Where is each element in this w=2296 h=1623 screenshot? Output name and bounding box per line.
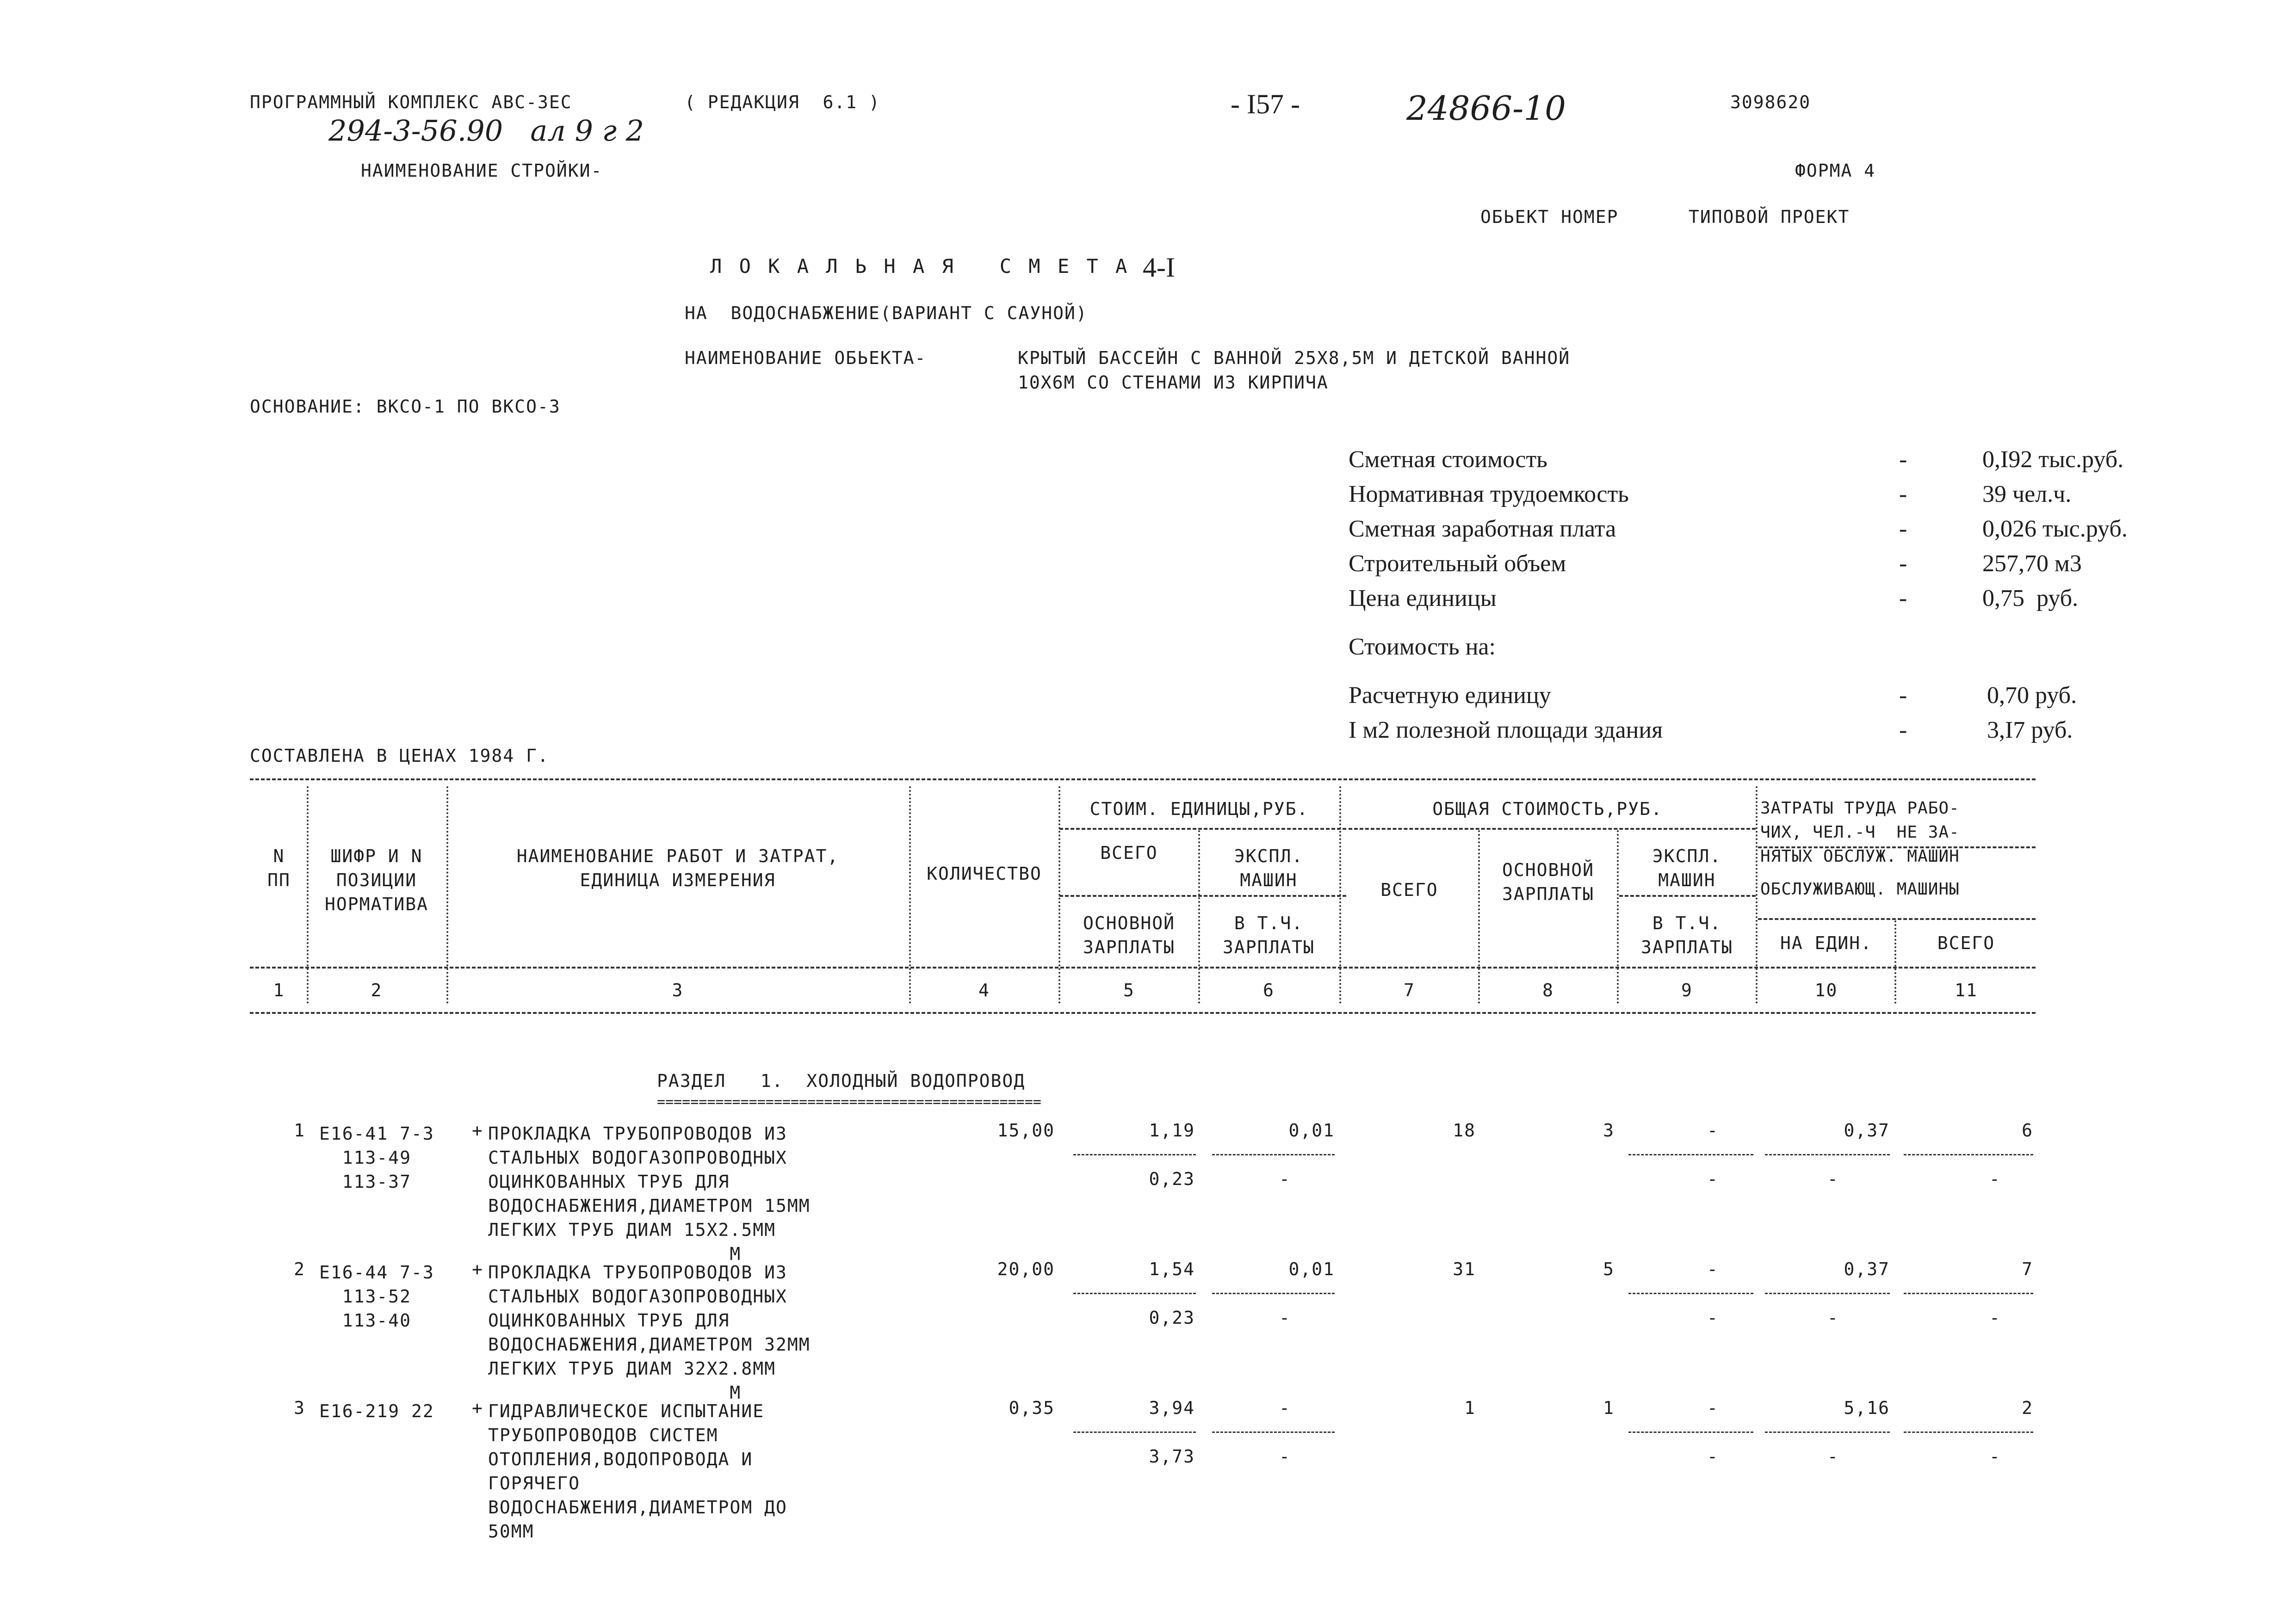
column-number: 6 <box>1263 980 1275 1000</box>
row-labor-per-unit-2: - <box>1827 1308 1839 1328</box>
cell-rule <box>1628 1432 1753 1433</box>
per-m2-label: I м2 полезной площади здания <box>1349 717 1663 743</box>
cell-rule <box>1628 1154 1753 1155</box>
per-unit-label: Расчетную единицу <box>1349 682 1551 709</box>
row-code: Е16-41 7-3 113-49 113-37 <box>319 1123 434 1192</box>
column-number: 8 <box>1542 980 1554 1000</box>
table-separator <box>1339 786 1341 1004</box>
summary-dash: - <box>1899 585 1907 611</box>
row-code: Е16-219 22 <box>319 1401 434 1421</box>
row-unit-machines: 0,01 <box>1288 1259 1335 1279</box>
row-total-wages: 5 <box>1603 1259 1615 1279</box>
row-quantity: 0,35 <box>1009 1398 1055 1418</box>
table-separator <box>1617 830 1619 1004</box>
column-number: 10 <box>1814 980 1838 1000</box>
object-name-line1: КРЫТЫЙ БАССЕЙН С ВАННОЙ 25Х8,5М И ДЕТСКОЙ ВАННОЙ <box>1018 348 1571 368</box>
column-number: 9 <box>1681 980 1693 1000</box>
table-rule <box>1349 828 1756 830</box>
cell-rule <box>1904 1293 2033 1294</box>
prices-year: СОСТАВЛЕНА В ЦЕНАХ 1984 Г. <box>250 746 549 766</box>
program-name: ПРОГРАММНЫЙ КОМПЛЕКС АВС-3ЕС <box>250 92 572 112</box>
row-total-machines: - <box>1707 1398 1719 1418</box>
row-unit-machine-wages: - <box>1279 1308 1291 1328</box>
column-header-labor-per-unit: НА ЕДИН. <box>1780 933 1873 953</box>
row-total-wages: 1 <box>1603 1398 1615 1418</box>
column-header-total: ВСЕГО <box>1380 880 1438 900</box>
row-total: 1 <box>1464 1398 1476 1418</box>
cell-rule <box>1212 1293 1335 1294</box>
table-rule <box>250 778 2036 780</box>
column-number: 11 <box>1955 980 1978 1000</box>
edition: ( РЕДАКЦИЯ 6.1 ) <box>685 92 880 112</box>
row-quantity: 15,00 <box>997 1120 1055 1141</box>
table-rule <box>1619 895 1756 897</box>
page-number: - I57 - <box>1231 89 1300 119</box>
section-underline: ============================================== <box>657 1094 1041 1110</box>
row-labor-total-2: - <box>1989 1169 2001 1189</box>
summary-value: 0,75 руб. <box>1982 585 2079 611</box>
table-separator <box>1756 786 1758 1004</box>
summary-value: 0,I92 тыс.руб. <box>1982 446 2124 473</box>
row-unit-machine-wages: - <box>1279 1446 1291 1467</box>
summary-dash: - <box>1899 481 1907 507</box>
row-labor-total-2: - <box>1989 1308 2001 1328</box>
cell-rule <box>1212 1154 1335 1155</box>
row-total-wages: 3 <box>1603 1120 1615 1141</box>
row-total-machines: - <box>1707 1120 1719 1141</box>
row-total: 31 <box>1453 1259 1476 1279</box>
column-header-total-machines: ЭКСПЛ. МАШИН <box>1652 846 1722 890</box>
column-header-number: N ПП <box>267 846 291 890</box>
summary-dash: - <box>1899 550 1907 577</box>
row-total-machine-wages: - <box>1707 1308 1719 1328</box>
cell-rule <box>1904 1154 2033 1155</box>
row-marker: + <box>472 1398 483 1418</box>
column-header-unit-cost: СТОИМ. ЕДИНИЦЫ,РУБ. <box>1089 799 1309 819</box>
summary-dash: - <box>1899 446 1907 473</box>
column-header-unit-wages: ОСНОВНОЙ ЗАРПЛАТЫ <box>1083 913 1176 957</box>
cost-on-label: Стоимость на: <box>1349 634 1496 660</box>
row-unit-machines: 0,01 <box>1288 1120 1335 1141</box>
row-number: 1 <box>294 1120 305 1141</box>
cell-rule <box>1765 1432 1890 1433</box>
summary-value: 0,026 тыс.руб. <box>1982 516 2128 542</box>
row-total: 18 <box>1453 1120 1476 1141</box>
column-number: 1 <box>273 980 285 1000</box>
row-labor-total: 2 <box>2022 1398 2033 1418</box>
per-m2-value: 3,I7 руб. <box>1987 717 2073 743</box>
cell-rule <box>1212 1432 1335 1433</box>
section-title: РАЗДЕЛ 1. ХОЛОДНЫЙ ВОДОПРОВОД <box>657 1071 1026 1091</box>
row-marker: + <box>472 1259 483 1279</box>
row-labor-per-unit: 0,37 <box>1844 1259 1890 1279</box>
table-separator <box>909 786 911 1004</box>
reference-number: 3098620 <box>1730 92 1811 112</box>
column-header-total-machine-wages: В Т.Ч. ЗАРПЛАТЫ <box>1640 913 1733 957</box>
row-unit-wages: 3,73 <box>1149 1446 1195 1467</box>
column-header-code: ШИФР И N ПОЗИЦИИ НОРМАТИВА <box>325 846 428 914</box>
table-rule <box>250 1012 2036 1014</box>
row-unit-machines: - <box>1279 1398 1291 1418</box>
table-rule <box>1758 918 2036 920</box>
cell-rule <box>1628 1293 1753 1294</box>
summary-label: Нормативная трудоемкость <box>1349 481 1629 507</box>
row-name: ПРОКЛАДКА ТРУБОПРОВОДОВ ИЗ СТАЛЬНЫХ ВОДОГАЗОПРОВОДНЫХ ОЦИНКОВАННЫХ ТРУБ ДЛЯ ВОДОСНАБЖЕНИЯ,ДИАМЕТРОМ 32ММ ЛЕГКИХ ТРУБ ДИАМ 32Х2.8ММ М <box>488 1262 811 1403</box>
column-number: 4 <box>978 980 990 1000</box>
summary-label: Сметная заработная плата <box>1349 516 1616 542</box>
table-separator <box>1894 920 1896 1004</box>
estimate-basis: ОСНОВАНИЕ: ВКСО-1 ПО ВКСО-3 <box>250 396 561 417</box>
column-header-unit-machines: ЭКСПЛ. МАШИН <box>1234 846 1304 890</box>
row-labor-per-unit: 0,37 <box>1844 1120 1890 1141</box>
row-labor-total-2: - <box>1989 1446 2001 1467</box>
handwritten-doc-code: 24866-10 <box>1406 89 1566 128</box>
column-header-total-wages: ОСНОВНОЙ ЗАРПЛАТЫ <box>1502 860 1595 904</box>
column-header-labor: ЗАТРАТЫ ТРУДА РАБО- ЧИХ, ЧЕЛ.-Ч НЕ ЗА- НЯТЫХ ОБСЛУЖ. МАШИН <box>1760 799 1960 866</box>
column-number: 3 <box>672 980 684 1000</box>
row-labor-total: 6 <box>2022 1120 2033 1141</box>
row-labor-total: 7 <box>2022 1259 2033 1279</box>
estimate-subject: НА ВОДОСНАБЖЕНИЕ(ВАРИАНТ С САУНОЙ) <box>685 303 1088 323</box>
cell-rule <box>1073 1293 1196 1294</box>
column-number: 7 <box>1404 980 1415 1000</box>
summary-dash: - <box>1899 516 1907 542</box>
estimate-title: Л О К А Л Ь Н А Я С М Е Т А <box>710 255 1130 278</box>
form-label: ФОРМА 4 <box>1795 160 1876 181</box>
table-separator <box>1058 786 1060 1004</box>
row-name: ГИДРАВЛИЧЕСКОЕ ИСПЫТАНИЕ ТРУБОПРОВОДОВ СИСТЕМ ОТОПЛЕНИЯ,ВОДОПРОВОДА И ГОРЯЧЕГО ВОДОСНАБЖЕНИЯ,ДИАМЕТРОМ ДО 50ММ <box>488 1401 787 1542</box>
row-quantity: 20,00 <box>997 1259 1055 1279</box>
table-rule <box>250 967 2036 969</box>
row-labor-per-unit-2: - <box>1827 1446 1839 1467</box>
row-marker: + <box>472 1120 483 1141</box>
row-unit-wages: 0,23 <box>1149 1308 1195 1328</box>
summary-label: Цена единицы <box>1349 585 1497 611</box>
column-header-labor-total: ВСЕГО <box>1937 933 1995 953</box>
row-unit-wages: 0,23 <box>1149 1169 1195 1189</box>
summary-dash: - <box>1899 682 1907 709</box>
table-separator <box>307 786 309 1004</box>
table-rule <box>1059 895 1346 897</box>
row-name: ПРОКЛАДКА ТРУБОПРОВОДОВ ИЗ СТАЛЬНЫХ ВОДОГАЗОПРОВОДНЫХ ОЦИНКОВАННЫХ ТРУБ ДЛЯ ВОДОСНАБЖЕНИЯ,ДИАМЕТРОМ 15ММ ЛЕГКИХ ТРУБ ДИАМ 15Х2.5ММ М <box>488 1123 811 1264</box>
cell-rule <box>1073 1432 1196 1433</box>
row-unit-total: 3,94 <box>1149 1398 1195 1418</box>
row-total-machine-wages: - <box>1707 1446 1719 1467</box>
summary-label: Сметная стоимость <box>1349 446 1547 473</box>
row-labor-per-unit: 5,16 <box>1844 1398 1890 1418</box>
estimate-number: 4-I <box>1143 252 1175 283</box>
row-labor-per-unit-2: - <box>1827 1169 1839 1189</box>
table-separator <box>1198 830 1200 1004</box>
summary-value: 257,70 м3 <box>1982 550 2082 577</box>
row-unit-total: 1,19 <box>1149 1120 1195 1141</box>
row-code: Е16-44 7-3 113-52 113-40 <box>319 1262 434 1331</box>
object-number-label: ОБЬЕКТ НОМЕР <box>1480 207 1619 227</box>
column-number: 2 <box>371 980 383 1000</box>
summary-dash: - <box>1899 717 1907 743</box>
cell-rule <box>1765 1293 1890 1294</box>
handwritten-note: 294-3-56.90 ал 9 г 2 <box>328 114 644 148</box>
row-total-machine-wages: - <box>1707 1169 1719 1189</box>
row-number: 3 <box>294 1398 305 1418</box>
column-header-quantity: КОЛИЧЕСТВО <box>927 864 1042 884</box>
cell-rule <box>1765 1154 1890 1155</box>
column-number: 5 <box>1123 980 1135 1000</box>
cell-rule <box>1904 1432 2033 1433</box>
row-unit-total: 1,54 <box>1149 1259 1195 1279</box>
column-header-unit-total: ВСЕГО <box>1100 843 1158 863</box>
row-total-machines: - <box>1707 1259 1719 1279</box>
row-number: 2 <box>294 1259 305 1279</box>
construction-label: НАИМЕНОВАНИЕ СТРОЙКИ- <box>361 160 603 181</box>
typical-project-label: ТИПОВОЙ ПРОЕКТ <box>1689 207 1850 227</box>
summary-value: 39 чел.ч. <box>1982 481 2072 507</box>
cell-rule <box>1073 1154 1196 1155</box>
summary-label: Строительный объем <box>1349 550 1566 577</box>
table-separator <box>446 786 448 1004</box>
column-header-total-cost: ОБЩАЯ СТОИМОСТЬ,РУБ. <box>1432 799 1663 819</box>
column-header-labor-machines: ОБСЛУЖИВАЮЩ. МАШИНЫ <box>1760 880 1960 899</box>
column-header-name: НАИМЕНОВАНИЕ РАБОТ И ЗАТРАТ, ЕДИНИЦА ИЗМЕРЕНИЯ <box>516 846 839 890</box>
row-unit-machine-wages: - <box>1279 1169 1291 1189</box>
object-label: НАИМЕНОВАНИЕ ОБЬЕКТА- <box>685 348 927 368</box>
column-header-unit-machine-wages: В Т.Ч. ЗАРПЛАТЫ <box>1222 913 1315 957</box>
table-separator <box>1478 830 1480 1004</box>
per-unit-value: 0,70 руб. <box>1987 682 2077 709</box>
table-rule <box>1059 828 1346 830</box>
object-name-line2: 10Х6М СО СТЕНАМИ ИЗ КИРПИЧА <box>1018 372 1329 393</box>
